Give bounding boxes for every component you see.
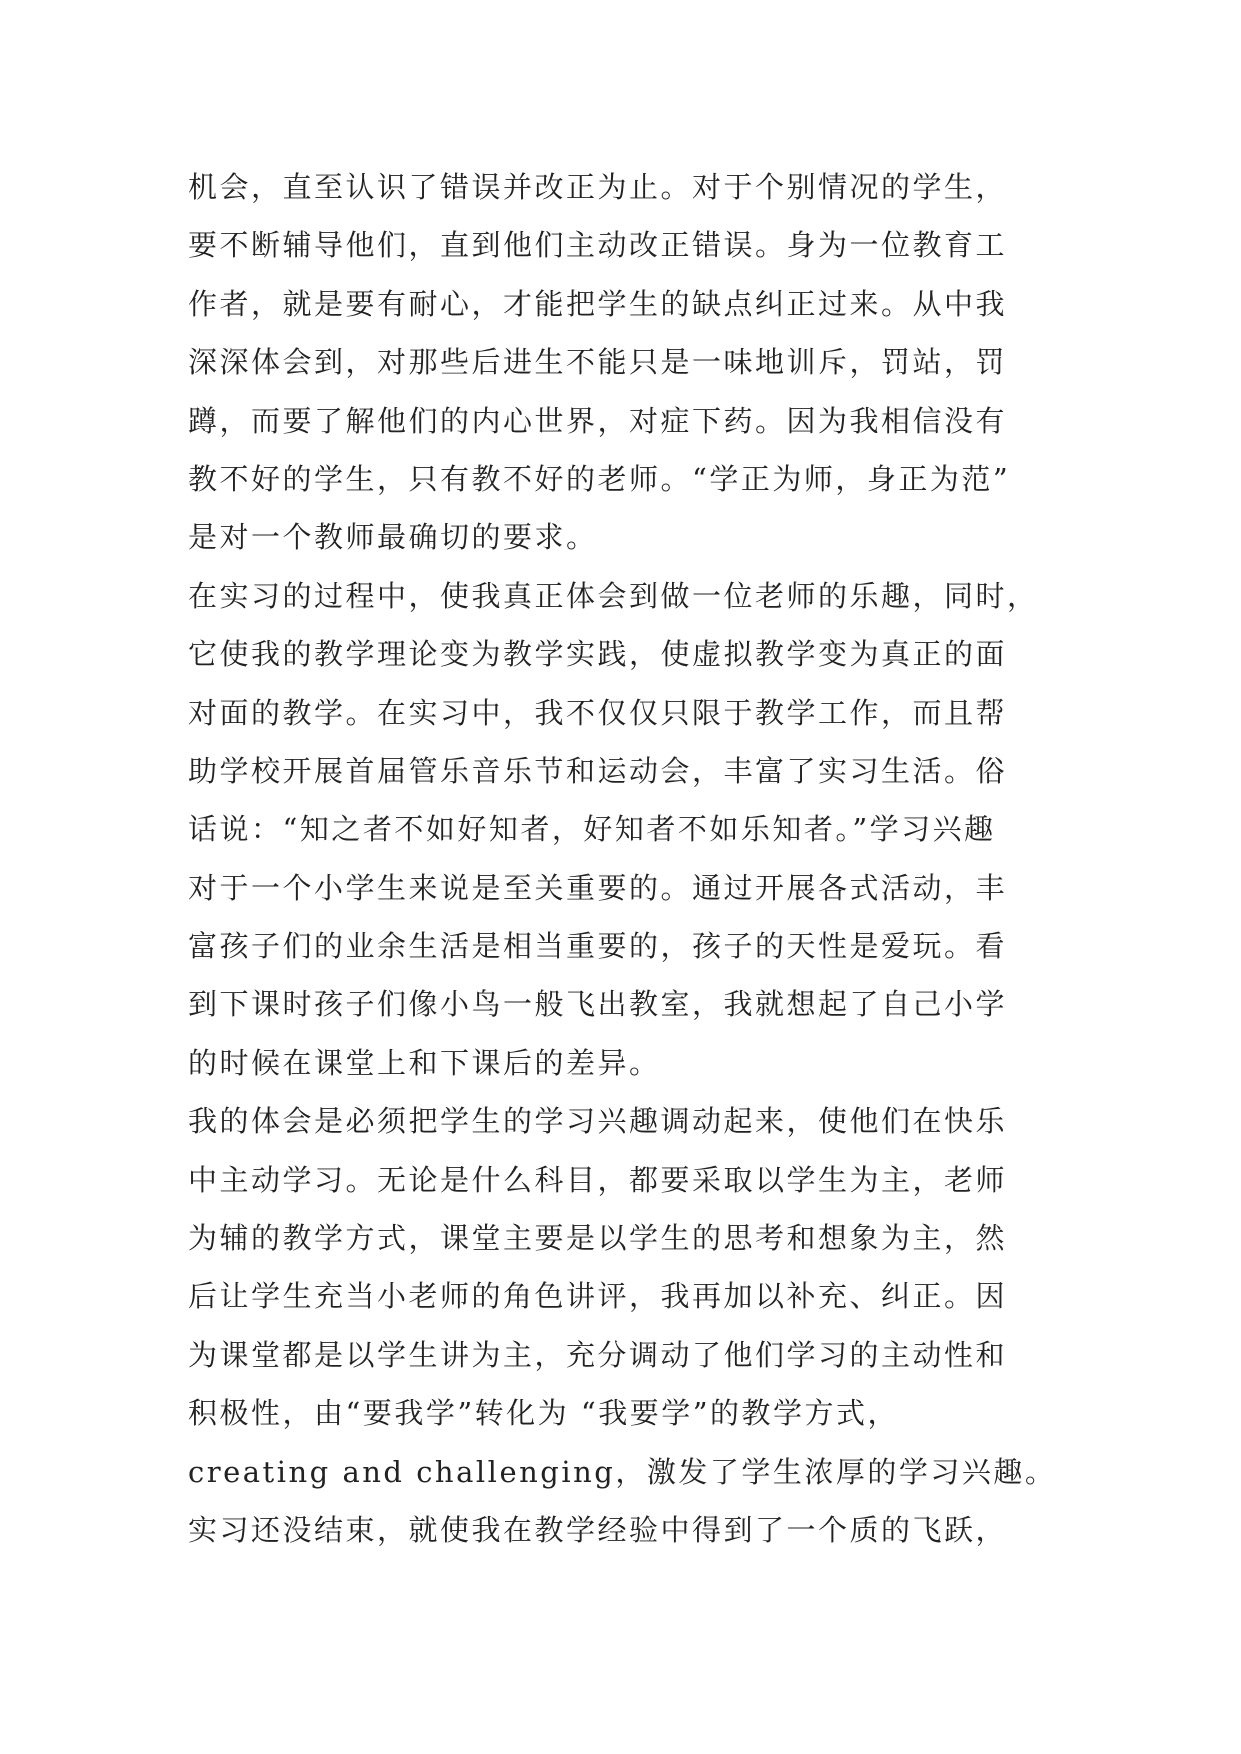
text-line: 要不断辅导他们，直到他们主动改正错误。身为一位教育工 [188,228,1008,263]
text-line: 教不好的学生，只有教不好的老师。“学正为师，身正为范” [188,461,1011,496]
text-line: 后让学生充当小老师的角色讲评，我再加以补充、纠正。因 [188,1279,1008,1314]
text-line: 作者，就是要有耐心，才能把学生的缺点纠正过来。从中我 [188,286,1008,321]
text-line: 是对一个教师最确切的要求。 [188,520,598,555]
text-line: 积极性，由“要我学”转化为 “我要学”的教学方式， [188,1396,900,1431]
text-line: 中主动学习。无论是什么科目，都要采取以学生为主，老师 [188,1162,1008,1197]
text-line: 深深体会到，对那些后进生不能只是一味地训斥，罚站，罚 [188,345,1008,380]
text-line: 对于一个小学生来说是至关重要的。通过开展各式活动，丰 [188,870,1008,905]
text-line: 在实习的过程中，使我真正体会到做一位老师的乐趣，同时， [188,578,1039,613]
text-line: 实习还没结束，就使我在教学经验中得到了一个质的飞跃， [188,1512,1008,1547]
text-line: 到下课时孩子们像小鸟一般飞出教室，我就想起了自己小学 [188,987,1008,1022]
text-line: 助学校开展首届管乐音乐节和运动会，丰富了实习生活。俗 [188,753,1008,788]
text-line: 的时候在课堂上和下课后的差异。 [188,1045,661,1080]
text-line: 对面的教学。在实习中，我不仅仅只限于教学工作，而且帮 [188,695,1008,730]
text-line: 为辅的教学方式，课堂主要是以学生的思考和想象为主，然 [188,1221,1008,1256]
text-line: 话说：“知之者不如好知者，好知者不如乐知者。”学习兴趣 [188,812,996,847]
text-line: 机会，直至认识了错误并改正为止。对于个别情况的学生， [188,170,1008,204]
text-line: 蹲，而要了解他们的内心世界，对症下药。因为我相信没有 [188,403,1008,438]
text-line: 为课堂都是以学生讲为主，充分调动了他们学习的主动性和 [188,1337,1008,1372]
body-text [188,158,1068,1559]
text-line: 我的体会是必须把学生的学习兴趣调动起来，使他们在快乐 [188,1104,1008,1139]
text-line: creating and challenging，激发了学生浓厚的学习兴趣。 [188,1454,1057,1489]
text-line: 它使我的教学理论变为教学实践，使虚拟教学变为真正的面 [188,637,1008,672]
text-line: 富孩子们的业余生活是相当重要的，孩子的天性是爱玩。看 [188,929,1008,964]
